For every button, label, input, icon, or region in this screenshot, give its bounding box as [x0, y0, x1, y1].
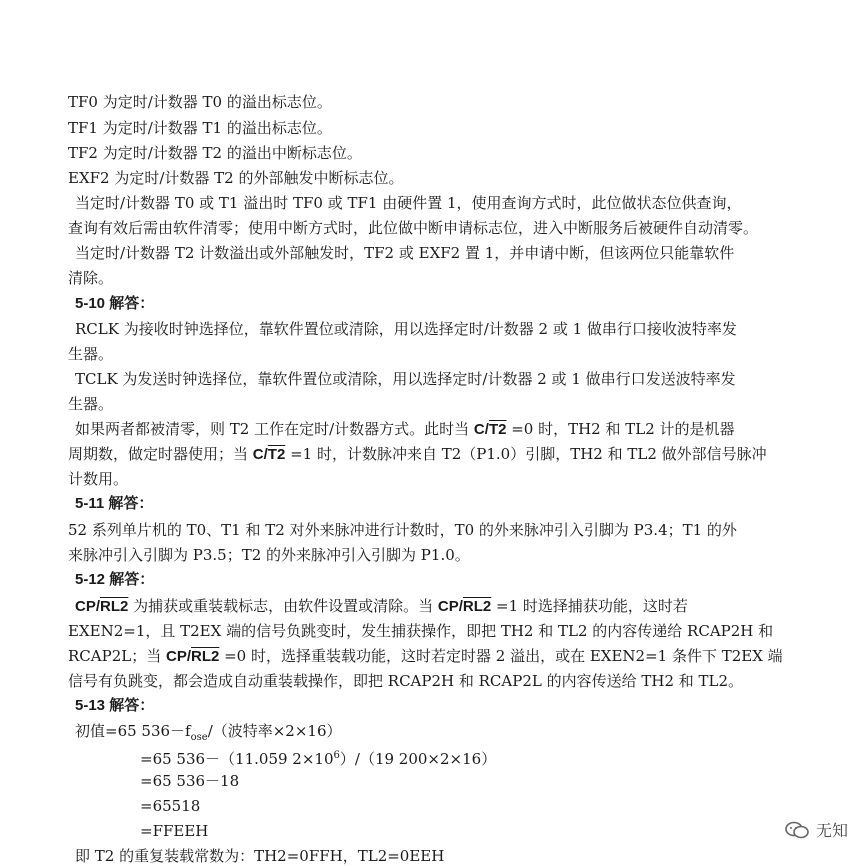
text-line: 生器。	[68, 345, 114, 363]
text-line: TF0 为定时/计数器 T0 的溢出标志位。	[68, 93, 332, 111]
text-line: 来脉冲引入引脚为 P3.5；T2 的外来脉冲引入引脚为 P1.0。	[68, 546, 470, 564]
calc-line: 初值=65 $536-f_{ose}/$（波特率×2×16）	[75, 722, 342, 743]
text-line: 当定时/计数器 T0 或 T1 溢出时 TF0 或 TF1 由硬件置 1，使用查询方式时，此位做状态位供查询，	[75, 194, 742, 212]
calc-result-line: 即 T2 的重复装载常数为：TH2=0FFH，TL2=0EEH	[75, 847, 445, 865]
cp-rl2-symbol: CP/RL2	[75, 598, 129, 615]
text-line: 查询有效后需由软件清零；使用中断方式时，此位做中断申请标志位，进入中断服务后被硬件自动清零。	[68, 219, 759, 237]
calc-line: =65 536－18	[140, 772, 240, 790]
chat-icon	[784, 819, 810, 841]
text-line: TF2 为定时/计数器 T2 的溢出中断标志位。	[68, 144, 362, 162]
section-heading-5-13: 5-13 解答：	[75, 697, 155, 714]
section-heading-5-10: 5-10 解答：	[75, 295, 155, 312]
section-heading-5-12: 5-12 解答：	[75, 571, 155, 588]
c-t2-symbol: C/T2	[473, 421, 507, 438]
watermark-text: 无知	[815, 821, 848, 840]
section-heading-5-11: 5-11 解答：	[75, 495, 154, 512]
text-line: EXEN2=1，且 T2EX 端的信号负跳变时，发生捕获操作，即把 TH2 和 TL2 的内容传递给 RCAP2H 和	[68, 622, 774, 640]
text-line: EXF2 为定时/计数器 T2 的外部触发中断标志位。	[68, 169, 404, 187]
text-line: 当定时/计数器 T2 计数溢出或外部触发时，TF2 或 EXF2 置 1，并申请中断，但该两位只能靠软件	[75, 244, 735, 262]
text-line: 信号有负跳变，都会造成自动重装载操作，即把 RCAP2H 和 RCAP2L 的内容传送给 TH2 和 TL2。	[68, 672, 744, 690]
text-line: TCLK 为发送时钟选择位，靠软件置位或清除，用以选择定时/计数器 2 或 1 做串行口发送波特率发	[75, 370, 736, 388]
text-line: 计数用。	[68, 470, 129, 488]
text-line: 如果两者都被清零，则 T2 工作在定时/计数器方式。此时当 C/T2 =0 时，TH2 和 TL2 计的是机器	[75, 420, 735, 438]
text-line: TF1 为定时/计数器 T1 的溢出标志位。	[68, 119, 332, 137]
text-line: RCLK 为接收时钟选择位，靠软件置位或清除，用以选择定时/计数器 2 或 1 做串行口接收波特率发	[75, 320, 737, 338]
calc-line: =FFEEH	[140, 822, 209, 840]
watermark	[784, 818, 848, 841]
text-line: 52 系列单片机的 T0、T1 和 T2 对外来脉冲进行计数时，T0 的外来脉冲引入引脚为 P3.4；T1 的外	[68, 521, 737, 539]
text-line: CP/RL2 为捕获或重装载标志，由软件设置或清除。当 CP/RL2 =1 时选择捕获功能，这时若	[75, 597, 688, 615]
c-t2-symbol: C/T2	[252, 446, 286, 463]
text-line: 周期数，做定时器使用；当 C/T2 =1 时，计数脉冲来自 T2（P1.0）引脚，TH2 和 TL2 做外部信号脉冲	[68, 445, 767, 463]
cp-rl2-symbol: CP/RL2	[165, 648, 220, 665]
text-line: RCAP2L；当 CP/RL2 =0 时，选择重装载功能，这时若定时器 2 溢出，或在 EXEN2=1 条件下 T2EX 端	[68, 647, 783, 665]
text-line: 清除。	[68, 269, 114, 287]
text-line: 生器。	[68, 395, 114, 413]
calc-line: =65518	[140, 797, 201, 815]
cp-rl2-symbol: CP/RL2	[437, 598, 492, 615]
calc-line: =65 536－（11.059 $2\times 10^6)/(19$ 200×2×16）	[140, 750, 497, 768]
